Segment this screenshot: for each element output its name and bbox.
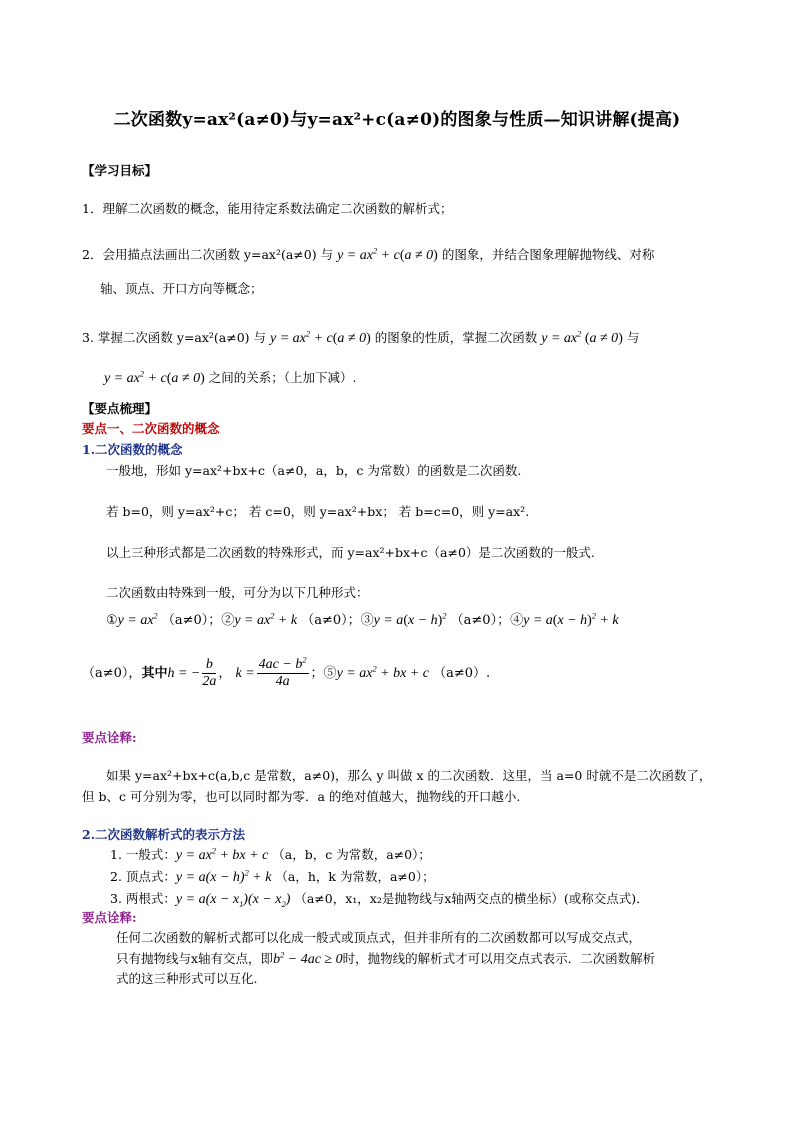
root-form-label: 3. 两根式：	[110, 891, 176, 906]
form-3-cond: （a≠0）	[450, 613, 498, 628]
s1-line-4: 二次函数由特殊到一般，可分为以下几种形式：	[106, 585, 369, 600]
form-5-cond: （a≠0）	[433, 666, 487, 681]
form-2-marker: ②	[221, 613, 235, 628]
goal-3-text-c: 与	[626, 330, 640, 345]
goal-3-text-b: 的图象的性质，掌握二次函数	[374, 330, 538, 345]
point-1-heading: 要点一、二次函数的概念	[82, 421, 220, 436]
s1-line-2: 若 b=0，则 y=ax²+c； 若 c=0，则 y=ax²+bx； 若 b=c=0，则 y=ax².	[106, 504, 530, 519]
s2-line-2: 2. 顶点式：$y = a(x - h)^2 + k$ （a，h，k 为常数，a≠0）；	[110, 868, 435, 885]
fraction-b-over-2a: $\frac{b}{2a}$	[202, 657, 217, 689]
s1-line-1: 一般地，形如 y=ax²+bx+c（a≠0，a，b，c 为常数）的函数是二次函数.	[106, 463, 522, 478]
general-form-desc: （a，b，c 为常数，a≠0）；	[272, 847, 431, 862]
note-1-line-1: 如果 y=ax²+bx+c(a,b,c 是常数，a≠0)，那么 y 叫做 x 的二次函数．这里，当 a=0 时就不是二次函数了，	[106, 768, 712, 783]
note-2-text-b: 时，抛物线的解析式才可以用交点式表示．二次函数解析	[342, 951, 656, 966]
note-2-line-3: 式的这三种形式可以互化.	[116, 971, 258, 986]
forms-line: ①y = $ax^2$ （a≠0）；②y = $ax^2 + k$ （a≠0）；③y = $a(x - h)^2$ （a≠0）；④y = $a(x - h)^2 + k$	[106, 611, 619, 628]
form-2-cond: （a≠0）	[301, 613, 348, 628]
note-2-line-2: 只有抛物线与x轴有交点，即$b^2 - 4ac \ge 0$时，抛物线的解析式才可以用交点式表示．二次函数解析	[116, 950, 656, 967]
form-1-marker: ①	[106, 613, 118, 628]
section-2-heading: 2.二次函数解析式的表示方法	[82, 827, 246, 842]
root-form-desc: （a≠0，x₁，x₂是抛物线与x轴两交点的横坐标）(或称交点式)．	[294, 891, 649, 906]
vertex-form-desc: （a，h，k 为常数，a≠0）；	[275, 869, 435, 884]
goal-1: 1．理解二次函数的概念，能用待定系数法确定二次函数的解析式；	[82, 201, 453, 216]
note-2-line-1: 任何二次函数的解析式都可以化成一般式或顶点式，但并非所有的二次函数都可以写成交点式，	[116, 930, 642, 945]
s2-line-3: 3. 两根式：$y = a(x - x_1)(x - x_2)$ （a≠0，x₁，x₂是抛物线与x轴两交点的横坐标）(或称交点式)．	[110, 891, 649, 909]
formula-ax2-plus-c: $y = ax^2 + c(a \ne 0)$	[337, 246, 438, 263]
vertex-form-label: 2. 顶点式：	[110, 869, 176, 884]
goal-3-text-d: 之间的关系；（上加下减）.	[208, 370, 357, 385]
goal-2-line-1	[82, 246, 654, 265]
form-4-marker: ④	[510, 613, 524, 628]
formula-ax2: $y = ax^2$ (a ≠ 0)	[541, 329, 623, 346]
goals-heading: 【学习目标】	[82, 163, 158, 178]
goal-2-text-b: 的图象，并结合图象理解抛物线、对称	[441, 247, 655, 262]
s1-line-3: 以上三种形式都是二次函数的特殊形式，而 y=ax²+bx+c（a≠0）是二次函数的一般式.	[106, 545, 595, 560]
general-form-label: 1. 一般式：	[110, 847, 176, 862]
page-title: 二次函数y=ax²(a≠0)与y=ax²+c(a≠0)的图象与性质—知识讲解(提高)	[113, 110, 681, 130]
formula-ax2-plus-c: $y = ax^2 + c(a \ne 0)$	[104, 369, 205, 386]
goal-3-text-a: 3. 掌握二次函数 y=ax²(a≠0) 与	[82, 330, 267, 345]
goal-3-line-1	[82, 329, 639, 348]
form-1-cond: （a≠0）	[161, 613, 209, 628]
forms-line-2: （a≠0），其中h = − $\frac{b}{2a}$ ， k = $\frac{4ac - b^2}{4a}$ ；⑤y = $ax^2$ + bx + c （a≠0）.	[82, 655, 491, 689]
note-2-text-a: 只有抛物线与x轴有交点，即	[116, 951, 274, 966]
where-label: 其中	[141, 666, 168, 681]
form-5-marker: ⑤	[323, 666, 337, 681]
goal-3-line-2	[104, 369, 356, 388]
note-2-heading: 要点诠释:	[82, 910, 137, 925]
form-4-cond: （a≠0）	[82, 666, 129, 681]
note-1-line-2: 但 b、c 可分别为零，也可以同时都为零．a 的绝对值越大，抛物线的开口越小.	[82, 789, 521, 804]
formula-ax2-plus-c: $y = ax^2 + c(a \ne 0)$	[270, 329, 371, 346]
fraction-4ac-b2-over-4a: $\frac{4ac - b^2}{4a}$	[258, 655, 307, 689]
form-3-marker: ③	[360, 613, 374, 628]
goal-2-line-2: 轴、顶点、开口方向等概念；	[100, 281, 263, 296]
section-1-heading: 1.二次函数的概念	[82, 442, 183, 457]
s2-line-1: 1. 一般式：$y = ax^2$ + bx + c （a，b，c 为常数，a≠0）；	[110, 846, 431, 863]
note-1-heading: 要点诠释:	[82, 730, 137, 745]
goal-2-text-a: 2．会用描点法画出二次函数 y=ax²(a≠0) 与	[82, 247, 334, 262]
points-heading: 【要点梳理】	[82, 401, 158, 416]
